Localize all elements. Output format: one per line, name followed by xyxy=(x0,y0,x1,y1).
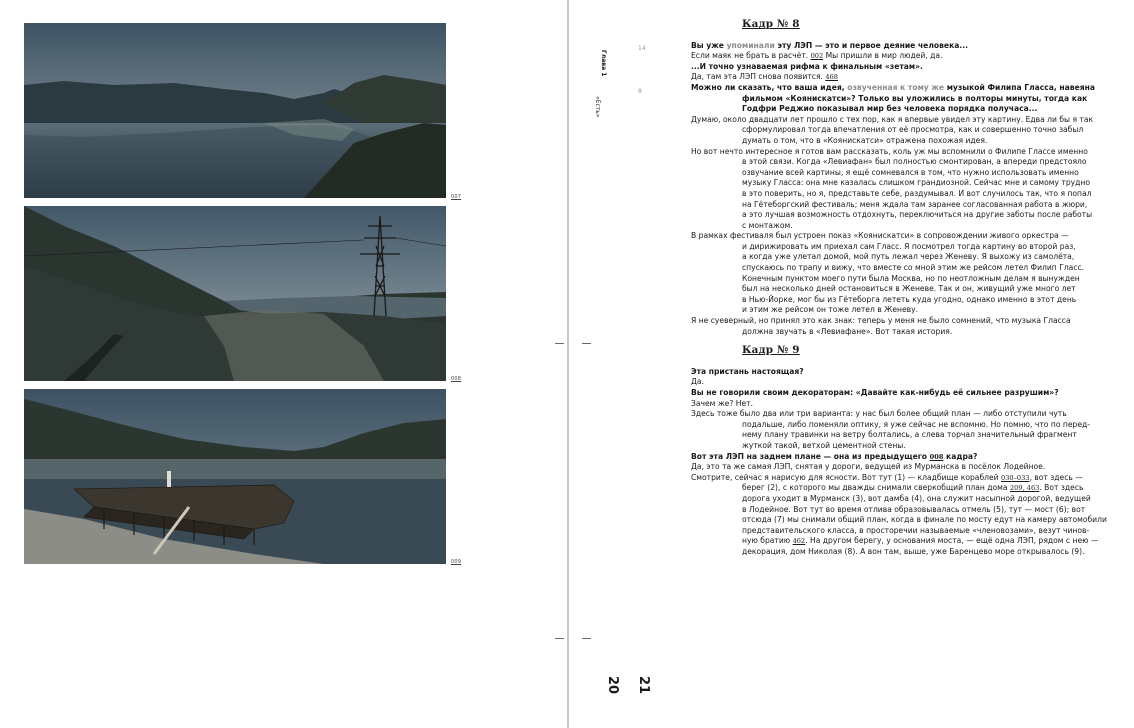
frame-007-photo xyxy=(24,23,446,198)
page-number-left: 20 xyxy=(605,676,620,695)
answer-line: Смотрите, сейчас я нарисую для ясности. Вот тут (1) — кладбище кораблей 030–033, вот здесь — xyxy=(691,472,1083,482)
answer-line: Я не суеверный, но принял это как знак: теперь у меня не было сомнений, что музыка Гласса xyxy=(691,316,1071,326)
frame-8-heading: Кадр № 8 xyxy=(742,18,800,30)
frame-ref: 030–033 xyxy=(1001,473,1030,482)
answer-line: Думаю, около двадцати лет прошло с тех пор, как я впервые увидел эту картину. Едва ли бы я так xyxy=(691,114,1094,124)
line-number: 8 xyxy=(638,88,642,95)
answer-line: а когда уже улетал домой, мой путь лежал через Женеву. Я выхожу из самолёта, xyxy=(742,252,1075,262)
answer-line: представительского класса, в просторечии называемые «членовозами», везут чинов- xyxy=(742,525,1090,535)
answer-line: жуткой такой, ветхой цементной стены. xyxy=(742,440,906,450)
answer-line: сформулировал тогда впечатления от её просмотра, как и совершенно точно забыл xyxy=(742,125,1084,135)
figure-number: 008 xyxy=(451,376,462,382)
answer-line: Но вот нечто интересное я готов вам рассказать, коль уж мы вспомнили о Филипе Глассе именно xyxy=(691,146,1088,156)
answer-line: подальше, либо поменяли оптику, я уже сейчас не вспомню. Но помню, что по перед- xyxy=(742,419,1090,429)
answer: Да. xyxy=(691,377,704,387)
answer-line: берег (2), с которого мы дважды снимали сверкобщий план дома 209, 463. Вот здесь xyxy=(742,483,1084,493)
answer: Зачем же? Нет. xyxy=(691,398,753,408)
answer-line: в Нью-Йорке, мог бы из Гётеборга лететь куда угодно, однако именно в этот день xyxy=(742,294,1077,304)
answer-line: озвучание всей картины, я ещё сомневался в том, что нужно использовать именно xyxy=(742,167,1079,177)
frame-ref: 002 xyxy=(810,52,824,61)
question: Вот эта ЛЭП на заднем плане — она из предыдущего 008 кадра? xyxy=(691,451,978,461)
page-gutter xyxy=(567,0,569,728)
frame-ref: 008 xyxy=(929,452,944,461)
answer-line: дорога уходит в Мурманск (3), вот дамба (4), она служит насыпной дорогой, ведущей xyxy=(742,493,1091,503)
answer-line: Конечным пунктом моего пути была Москва, но по неотложным делам я вынужден xyxy=(742,273,1080,283)
crop-mark xyxy=(582,638,591,639)
answer: Если маяк не брать в расчёт. 002 Мы пришли в мир людей, да. xyxy=(691,51,943,61)
question: Эта пристань настоящая? xyxy=(691,366,804,376)
answer-line: Здесь тоже было два или три варианта: у нас был более общий план — либо отступили чуть xyxy=(691,409,1067,419)
question: Можно ли сказать, что ваша идея, озвученная к тому же музыкой Филипа Гласса, навеяна xyxy=(691,82,1095,92)
crop-mark xyxy=(582,343,591,344)
interview-text xyxy=(691,19,1109,558)
answer-line: спускаюсь по трапу и вижу, что вместе со мной этим же рейсом летел Филип Гласс. xyxy=(742,263,1085,273)
answer-line: должна звучать в «Левиафане». Вот такая история. xyxy=(742,326,953,336)
answer-line: был на несколько дней остановиться в Женеве. Так и он, живущий уже много лет xyxy=(742,284,1076,294)
running-head-chapter: Глава 1 xyxy=(600,50,607,77)
answer-line: ную братию 462. На другом берегу, у основания моста, — ещё одна ЛЭП, рядом с нею — xyxy=(742,536,1099,546)
answer-line: в этой связи. Когда «Левиафан» был полностью смонтирован, а впереди предстояло xyxy=(742,157,1087,167)
answer-line: в Лодейное. Вот тут во время отлива образовывалась отмель (5), тут — мост (6); вот xyxy=(742,504,1086,514)
frame-9-heading: Кадр № 9 xyxy=(742,344,800,357)
question-line: Годфри Реджио показывал мир без человека порядка получаса... xyxy=(742,104,1038,114)
frame-ref: 468 xyxy=(825,73,838,82)
page-number-right: 21 xyxy=(636,676,651,695)
frame-008-photo xyxy=(24,206,446,381)
answer-line: музыку Гласса: она мне казалась слишком грандиозной. Сейчас мне и самому трудно xyxy=(742,178,1090,188)
answer-line: на Гётеборгский фестиваль; меня ждала там заранее согласованная работа в жюри, xyxy=(742,199,1088,209)
answer-line: и дирижировать им приехал сам Гласс. Я посмотрел тогда картину во второй раз, xyxy=(742,241,1076,251)
figure-number: 007 xyxy=(451,194,462,200)
answer-line: декорация, дом Николая (8). А вон там, выше, уже Баренцево море открывалось (9). xyxy=(742,546,1085,556)
answer: Да, это та же самая ЛЭП, снятая у дороги, ведущей из Мурманска в посёлок Лодейное. xyxy=(691,462,1046,472)
frame-ref: 209, 463 xyxy=(1009,484,1040,493)
answer-line: нему плану травинки на ветру болтались, а слева торчал значительный фрагмент xyxy=(742,430,1077,440)
answer-line: В рамках фестиваля был устроен показ «Коянискатси» в сопровождении живого оркестра — xyxy=(691,231,1069,241)
answer-line: и этим же рейсом он тоже летел в Женеву. xyxy=(742,305,919,315)
question-line: фильмом «Коянискатси»? Только вы уложились в полторы минуты, тогда как xyxy=(742,93,1088,103)
frame-009-photo xyxy=(24,389,446,564)
answer-line: а это лучшая возможность отдохнуть, переключиться на другие заботы после работы xyxy=(742,210,1093,220)
frame-ref: 462 xyxy=(792,537,806,546)
answer-line: с монтажом. xyxy=(742,220,793,230)
answer-line: отсюда (7) мы снимали общий план, когда в финале по мосту едут на камеру автомобили xyxy=(742,515,1107,525)
running-head-title: «Есть» xyxy=(594,96,601,118)
crop-mark xyxy=(555,638,564,639)
question: Вы уже упоминали эту ЛЭП — это и первое деяние человека... xyxy=(691,40,968,50)
question: Вы не говорили своим декораторам: «Давайте как-нибудь её сильнее разрушим»? xyxy=(691,388,1059,397)
answer-line: думать о том, что в «Коянискатси» отражена похожая идея. xyxy=(742,135,988,145)
answer-line: в это поверить, но я, представьте себе, раздумывал. И вот случилось так, что я попал xyxy=(742,188,1092,198)
answer: Да, там эта ЛЭП снова появится. 468 xyxy=(691,72,838,82)
figure-number: 009 xyxy=(451,559,462,565)
question: ...И точно узнаваемая рифма к финальным «зетам». xyxy=(691,61,923,71)
crop-mark xyxy=(555,343,564,344)
line-number: 14 xyxy=(638,45,646,52)
